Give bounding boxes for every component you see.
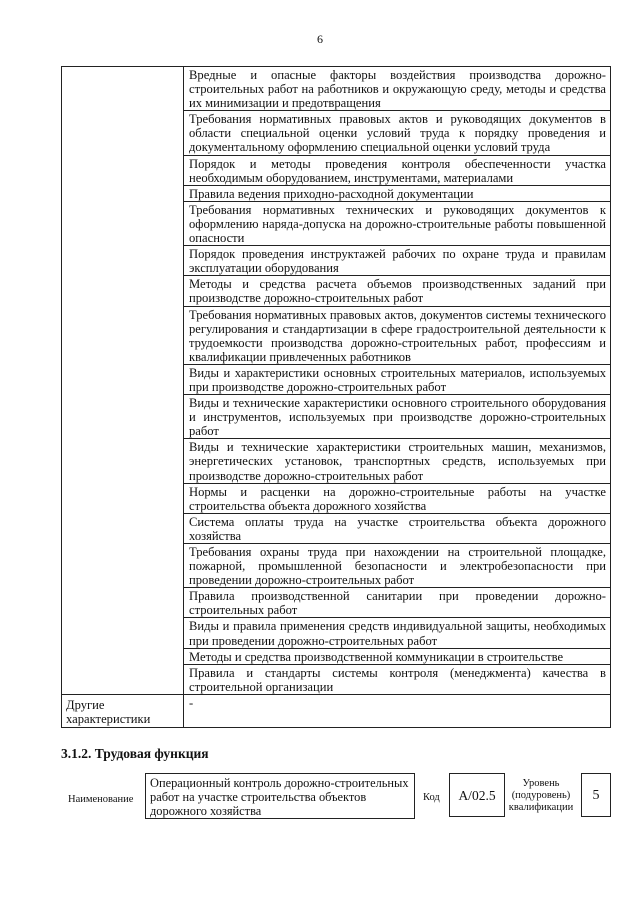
knowledge-item: Методы и средства производственной коммуникации в строительстве <box>184 648 611 664</box>
knowledge-label <box>62 67 183 70</box>
qualification-level-label: Уровень (подуровень) квалификации <box>508 778 574 813</box>
function-code-box: A/02.5 <box>449 773 505 817</box>
other-characteristics-value: - <box>184 694 611 727</box>
qualification-level-box: 5 <box>581 773 611 817</box>
knowledge-item: Требования нормативных правовых актов и руководящих документов в области специальной оценки условий труда к порядку проведения и документальному оформлению специальной оценки условий труда <box>184 111 611 155</box>
function-name-label: Наименование <box>68 794 134 805</box>
function-name-box: Операционный контроль дорожно-строительных работ на участке строительства объектов дорожного хозяйства <box>145 773 415 819</box>
knowledge-item: Правила производственной санитарии при проведении дорожно-строительных работ <box>184 588 611 618</box>
knowledge-item: Требования охраны труда при нахождении на строительной площадке, пожарной, промышленной безопасности и электробезопасности при проведении дорожно-строительных работ <box>184 544 611 588</box>
knowledge-label-cell <box>62 67 184 695</box>
knowledge-item: Порядок и методы проведения контроля обеспеченности участка необходимым оборудованием, инструментами, материалами <box>184 155 611 185</box>
knowledge-item: Виды и правила применения средств индивидуальной защиты, необходимых при проведении дорожно-строительных работ <box>184 618 611 648</box>
knowledge-item: Виды и технические характеристики основного строительного оборудования и инструментов, используемых при производстве дорожно-строительных работ <box>184 395 611 439</box>
knowledge-item: Порядок проведения инструктажей рабочих по охране труда и правилам эксплуатации оборудования <box>184 246 611 276</box>
knowledge-item: Требования нормативных технических и руководящих документов к оформлению наряда-допуска на дорожно-строительные работы повышенной опасности <box>184 201 611 245</box>
knowledge-item: Методы и средства расчета объемов производственных заданий при производстве дорожно-строительных работ <box>184 276 611 306</box>
knowledge-item: Система оплаты труда на участке строительства объекта дорожного хозяйства <box>184 513 611 543</box>
other-characteristics-row <box>62 694 611 727</box>
knowledge-item: Вредные и опасные факторы воздействия производства дорожно-строительных работ на работников и окружающую среду, методы и средства их минимизации и предотвращения <box>184 67 611 111</box>
other-characteristics-label: Другие характеристики <box>66 697 151 727</box>
knowledge-item: Виды и характеристики основных строительных материалов, используемых при производстве дорожно-строительных работ <box>184 364 611 394</box>
function-code-label: Код <box>423 792 440 803</box>
knowledge-item: Правила и стандарты системы контроля (менеджмента) качества в строительной организации <box>184 664 611 694</box>
knowledge-item: Правила ведения приходно-расходной документации <box>184 185 611 201</box>
section-title: 3.1.2. Трудовая функция <box>61 746 209 761</box>
labor-function-row <box>0 770 640 830</box>
knowledge-item: Нормы и расценки на дорожно-строительные работы на участке строительства объекта дорожного хозяйства <box>184 483 611 513</box>
requirements-table-body <box>62 67 611 728</box>
knowledge-item: Требования нормативных правовых актов, документов системы технического регулирования и стандартизации в сфере градостроительной деятельности к трудоемкости производства дорожно-строительных работ, профессиям и квалификации привлеченных работников <box>184 306 611 364</box>
table-row <box>62 67 611 111</box>
knowledge-item: Виды и технические характеристики строительных машин, механизмов, энергетических установок, транспортных средств, используемых при производстве дорожно-строительных работ <box>184 439 611 483</box>
page-number: 6 <box>317 32 323 46</box>
requirements-table <box>61 66 611 728</box>
other-characteristics-label-cell <box>62 694 184 727</box>
